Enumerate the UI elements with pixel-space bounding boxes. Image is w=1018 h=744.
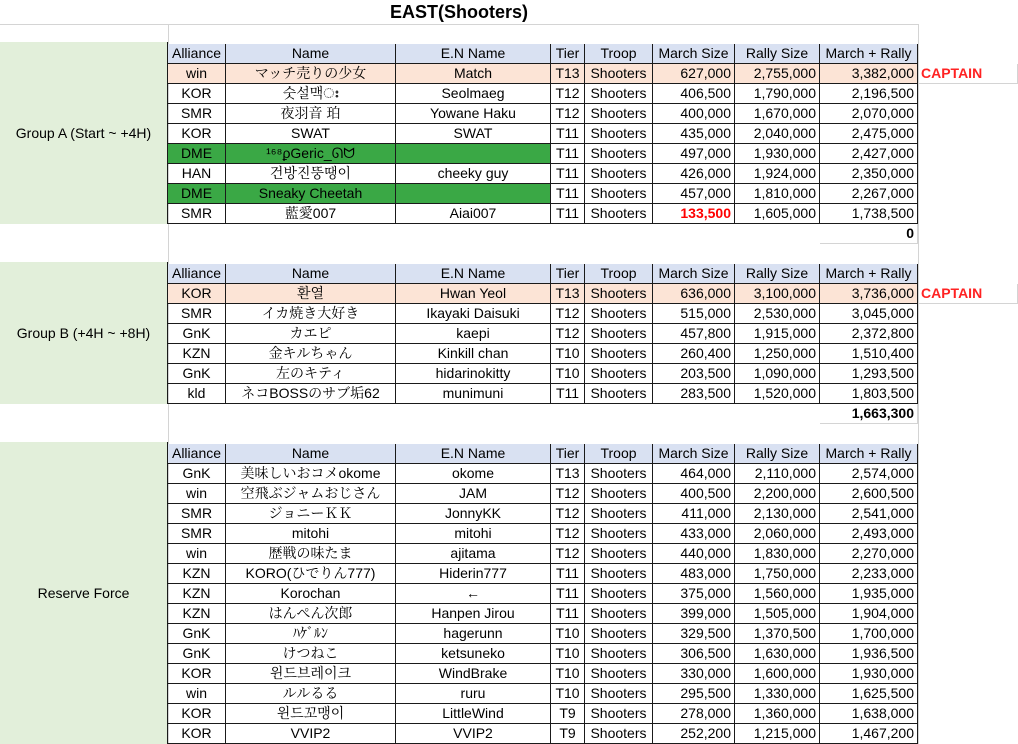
tier-cell[interactable]: T11 — [551, 384, 585, 404]
rally-size-header[interactable]: Rally Size — [735, 44, 820, 64]
en-name-cell[interactable]: cheeky guy — [396, 164, 551, 184]
troop-cell[interactable]: Shooters — [585, 524, 653, 544]
alliance-cell[interactable]: KOR — [168, 284, 226, 304]
rally-cell[interactable]: 1,370,500 — [735, 624, 820, 644]
march-cell[interactable]: 426,000 — [653, 164, 735, 184]
rally-cell[interactable]: 1,505,000 — [735, 604, 820, 624]
tier-cell[interactable]: T10 — [551, 684, 585, 704]
en-name-cell[interactable]: Aiai007 — [396, 204, 551, 224]
en-name-header[interactable]: E.N Name — [396, 444, 551, 464]
en-name-cell[interactable]: Seolmaeg — [396, 84, 551, 104]
name-cell[interactable]: 美味しいおコメokome — [226, 464, 396, 484]
group-label: Group A (Start ~ +4H) — [0, 42, 168, 224]
tier-cell[interactable]: T11 — [551, 584, 585, 604]
troop-cell[interactable]: Shooters — [585, 364, 653, 384]
tier-cell[interactable]: T10 — [551, 364, 585, 384]
en-name-cell[interactable] — [396, 184, 551, 204]
rally-size-header[interactable]: Rally Size — [735, 264, 820, 284]
total-cell[interactable]: 3,045,000 — [820, 304, 918, 324]
tier-cell[interactable]: T12 — [551, 324, 585, 344]
sum-row — [0, 404, 1018, 424]
rally-cell[interactable]: 1,360,000 — [735, 704, 820, 724]
tier-cell[interactable]: T11 — [551, 144, 585, 164]
tier-cell[interactable]: T12 — [551, 304, 585, 324]
march-cell[interactable]: 483,000 — [653, 564, 735, 584]
rally-cell[interactable]: 1,605,000 — [735, 204, 820, 224]
en-name-cell[interactable]: Hanpen Jirou — [396, 604, 551, 624]
tier-cell[interactable]: T10 — [551, 344, 585, 364]
name-cell[interactable]: ﾊｹﾞﾙﾝ — [226, 624, 396, 644]
march-cell[interactable]: 435,000 — [653, 124, 735, 144]
troop-cell[interactable]: Shooters — [585, 184, 653, 204]
tier-cell[interactable]: T12 — [551, 104, 585, 124]
total-cell[interactable]: 2,233,000 — [820, 564, 918, 584]
rally-cell[interactable]: 3,100,000 — [735, 284, 820, 304]
troop-cell[interactable]: Shooters — [585, 464, 653, 484]
rally-cell[interactable]: 1,790,000 — [735, 84, 820, 104]
alliance-cell[interactable]: KOR — [168, 704, 226, 724]
troop-cell[interactable]: Shooters — [585, 664, 653, 684]
en-name-cell[interactable]: WindBrake — [396, 664, 551, 684]
troop-header[interactable]: Troop — [585, 44, 653, 64]
troop-cell[interactable]: Shooters — [585, 144, 653, 164]
total-cell[interactable]: 2,350,000 — [820, 164, 918, 184]
march-size-header[interactable]: March Size — [653, 264, 735, 284]
rally-cell[interactable]: 2,200,000 — [735, 484, 820, 504]
tier-header[interactable]: Tier — [551, 444, 585, 464]
rally-size-header[interactable]: Rally Size — [735, 444, 820, 464]
troop-cell[interactable]: Shooters — [585, 604, 653, 624]
alliance-header[interactable]: Alliance — [168, 444, 226, 464]
total-cell[interactable]: 1,638,000 — [820, 704, 918, 724]
en-name-cell[interactable]: Kinkill chan — [396, 344, 551, 364]
name-cell[interactable]: 歴戦の味たま — [226, 544, 396, 564]
march-cell[interactable]: 260,400 — [653, 344, 735, 364]
march-cell[interactable]: 457,800 — [653, 324, 735, 344]
alliance-cell[interactable]: GnK — [168, 644, 226, 664]
name-cell[interactable]: SWAT — [226, 124, 396, 144]
en-name-cell[interactable]: ajitama — [396, 544, 551, 564]
rally-cell[interactable]: 1,090,000 — [735, 364, 820, 384]
name-cell[interactable]: イカ焼き大好き — [226, 304, 396, 324]
troop-cell[interactable]: Shooters — [585, 344, 653, 364]
group-label: Group B (+4H ~ +8H) — [0, 262, 168, 404]
en-name-cell[interactable]: hidarinokitty — [396, 364, 551, 384]
tier-cell[interactable]: T10 — [551, 644, 585, 664]
alliance-cell[interactable]: HAN — [168, 164, 226, 184]
troop-cell[interactable]: Shooters — [585, 624, 653, 644]
rally-cell[interactable]: 1,520,000 — [735, 384, 820, 404]
tier-cell[interactable]: T10 — [551, 624, 585, 644]
march-rally-header[interactable]: March + Rally — [820, 44, 918, 64]
tier-cell[interactable]: T10 — [551, 664, 585, 684]
alliance-cell[interactable]: KOR — [168, 124, 226, 144]
total-cell[interactable]: 2,541,000 — [820, 504, 918, 524]
rally-cell[interactable]: 1,810,000 — [735, 184, 820, 204]
march-cell[interactable]: 515,000 — [653, 304, 735, 324]
troop-cell[interactable]: Shooters — [585, 644, 653, 664]
rally-cell[interactable]: 2,755,000 — [735, 64, 820, 84]
alliance-cell[interactable]: SMR — [168, 104, 226, 124]
name-cell[interactable]: 左のキティ — [226, 364, 396, 384]
march-rally-header[interactable]: March + Rally — [820, 444, 918, 464]
name-cell[interactable]: Korochan — [226, 584, 396, 604]
en-name-header[interactable]: E.N Name — [396, 44, 551, 64]
tier-cell[interactable]: T11 — [551, 164, 585, 184]
total-cell[interactable]: 1,738,500 — [820, 204, 918, 224]
tier-cell[interactable]: T9 — [551, 704, 585, 724]
alliance-cell[interactable]: SMR — [168, 524, 226, 544]
rally-cell[interactable]: 1,630,000 — [735, 644, 820, 664]
name-cell[interactable]: 윈드꼬맹이 — [226, 704, 396, 724]
troop-cell[interactable]: Shooters — [585, 684, 653, 704]
total-cell[interactable]: 2,493,000 — [820, 524, 918, 544]
total-cell[interactable]: 2,600,500 — [820, 484, 918, 504]
troop-cell[interactable]: Shooters — [585, 384, 653, 404]
en-name-cell[interactable]: JonnyKK — [396, 504, 551, 524]
tier-cell[interactable]: T13 — [551, 284, 585, 304]
tier-cell[interactable]: T11 — [551, 204, 585, 224]
name-cell[interactable]: カエピ — [226, 324, 396, 344]
name-cell[interactable]: 空飛ぶジャムおじさん — [226, 484, 396, 504]
troop-cell[interactable]: Shooters — [585, 544, 653, 564]
en-name-cell[interactable]: ruru — [396, 684, 551, 704]
tier-cell[interactable]: T11 — [551, 124, 585, 144]
name-cell[interactable]: 환열 — [226, 284, 396, 304]
march-cell[interactable]: 411,000 — [653, 504, 735, 524]
alliance-cell[interactable]: KZN — [168, 564, 226, 584]
alliance-cell[interactable]: KZN — [168, 344, 226, 364]
rally-cell[interactable]: 2,530,000 — [735, 304, 820, 324]
alliance-cell[interactable]: KZN — [168, 584, 226, 604]
sum-row — [0, 224, 1018, 244]
rally-cell[interactable]: 2,040,000 — [735, 124, 820, 144]
alliance-cell[interactable]: win — [168, 544, 226, 564]
alliance-cell[interactable]: win — [168, 684, 226, 704]
troop-header[interactable]: Troop — [585, 264, 653, 284]
name-cell[interactable]: ジョニーＫＫ — [226, 504, 396, 524]
march-cell[interactable]: 400,500 — [653, 484, 735, 504]
alliance-cell[interactable]: SMR — [168, 304, 226, 324]
alliance-cell[interactable]: KOR — [168, 664, 226, 684]
en-name-cell[interactable]: VVIP2 — [396, 724, 551, 744]
total-cell[interactable]: 1,625,500 — [820, 684, 918, 704]
march-cell[interactable]: 457,000 — [653, 184, 735, 204]
total-cell[interactable]: 1,510,400 — [820, 344, 918, 364]
total-cell[interactable]: 2,427,000 — [820, 144, 918, 164]
rally-cell[interactable]: 1,915,000 — [735, 324, 820, 344]
en-name-cell[interactable]: okome — [396, 464, 551, 484]
name-cell[interactable]: 숫설맥ഃ — [226, 84, 396, 104]
name-cell[interactable]: KORO(ひでりん777) — [226, 564, 396, 584]
en-name-cell[interactable]: ← — [396, 584, 551, 604]
march-cell[interactable]: 203,500 — [653, 364, 735, 384]
rally-cell[interactable]: 1,750,000 — [735, 564, 820, 584]
tier-header[interactable]: Tier — [551, 44, 585, 64]
alliance-cell[interactable]: KZN — [168, 604, 226, 624]
total-cell[interactable]: 3,736,000 — [820, 284, 918, 304]
total-cell[interactable]: 2,574,000 — [820, 464, 918, 484]
total-cell[interactable]: 2,267,000 — [820, 184, 918, 204]
tier-cell[interactable]: T11 — [551, 184, 585, 204]
name-cell[interactable]: はんぺん次郎 — [226, 604, 396, 624]
troop-cell[interactable]: Shooters — [585, 304, 653, 324]
en-name-cell[interactable]: hagerunn — [396, 624, 551, 644]
en-name-cell[interactable]: JAM — [396, 484, 551, 504]
march-cell[interactable]: 627,000 — [653, 64, 735, 84]
name-cell[interactable]: Sneaky Cheetah — [226, 184, 396, 204]
rally-cell[interactable]: 1,930,000 — [735, 144, 820, 164]
tier-cell[interactable]: T11 — [551, 564, 585, 584]
tier-cell[interactable]: T13 — [551, 464, 585, 484]
name-cell[interactable]: VVIP2 — [226, 724, 396, 744]
troop-cell[interactable]: Shooters — [585, 704, 653, 724]
name-cell[interactable]: mitohi — [226, 524, 396, 544]
tier-cell[interactable]: T12 — [551, 524, 585, 544]
alliance-cell[interactable]: GnK — [168, 324, 226, 344]
name-cell[interactable]: 藍愛007 — [226, 204, 396, 224]
troop-cell[interactable]: Shooters — [585, 584, 653, 604]
total-cell[interactable]: 2,070,000 — [820, 104, 918, 124]
total-cell[interactable]: 2,372,800 — [820, 324, 918, 344]
troop-cell[interactable]: Shooters — [585, 204, 653, 224]
name-header[interactable]: Name — [226, 44, 396, 64]
march-cell[interactable]: 306,500 — [653, 644, 735, 664]
group-sum-value[interactable]: 0 — [820, 224, 918, 244]
en-name-cell[interactable]: Ikayaki Daisuki — [396, 304, 551, 324]
march-cell[interactable]: 252,200 — [653, 724, 735, 744]
name-cell[interactable]: ネコBOSSのサブ垢62 — [226, 384, 396, 404]
rally-cell[interactable]: 2,130,000 — [735, 504, 820, 524]
en-name-cell[interactable] — [396, 144, 551, 164]
alliance-cell[interactable]: DME — [168, 184, 226, 204]
name-cell[interactable]: ¹⁶⁸ϼGeric_ᘏᗢ — [226, 144, 396, 164]
troop-cell[interactable]: Shooters — [585, 484, 653, 504]
alliance-cell[interactable]: SMR — [168, 204, 226, 224]
total-cell[interactable]: 2,475,000 — [820, 124, 918, 144]
rally-cell[interactable]: 1,215,000 — [735, 724, 820, 744]
march-cell[interactable]: 497,000 — [653, 144, 735, 164]
total-cell[interactable]: 1,700,000 — [820, 624, 918, 644]
total-cell[interactable]: 1,930,000 — [820, 664, 918, 684]
name-cell[interactable]: 윈드브레이크 — [226, 664, 396, 684]
rally-cell[interactable]: 2,110,000 — [735, 464, 820, 484]
total-cell[interactable]: 1,803,500 — [820, 384, 918, 404]
march-cell[interactable]: 295,500 — [653, 684, 735, 704]
group-label: Reserve Force — [0, 442, 168, 744]
troop-cell[interactable]: Shooters — [585, 724, 653, 744]
march-cell[interactable]: 399,000 — [653, 604, 735, 624]
en-name-cell[interactable]: munimuni — [396, 384, 551, 404]
name-cell[interactable]: 夜羽音 珀 — [226, 104, 396, 124]
en-name-header[interactable]: E.N Name — [396, 264, 551, 284]
alliance-cell[interactable]: win — [168, 64, 226, 84]
troop-cell[interactable]: Shooters — [585, 564, 653, 584]
total-cell[interactable]: 1,935,000 — [820, 584, 918, 604]
captain-label: CAPTAIN — [918, 284, 1018, 304]
troop-cell[interactable]: Shooters — [585, 164, 653, 184]
troop-cell[interactable]: Shooters — [585, 284, 653, 304]
rally-cell[interactable]: 1,330,000 — [735, 684, 820, 704]
march-cell[interactable]: 636,000 — [653, 284, 735, 304]
march-cell[interactable]: 283,500 — [653, 384, 735, 404]
total-cell[interactable]: 1,936,500 — [820, 644, 918, 664]
rally-cell[interactable]: 1,670,000 — [735, 104, 820, 124]
alliance-cell[interactable]: kld — [168, 384, 226, 404]
en-name-cell[interactable]: LittleWind — [396, 704, 551, 724]
alliance-cell[interactable]: KOR — [168, 84, 226, 104]
tier-cell[interactable]: T12 — [551, 544, 585, 564]
march-cell[interactable]: 278,000 — [653, 704, 735, 724]
march-rally-header[interactable]: March + Rally — [820, 264, 918, 284]
name-cell[interactable]: 건방진뚱땡이 — [226, 164, 396, 184]
en-name-cell[interactable]: Match — [396, 64, 551, 84]
total-cell[interactable]: 2,196,500 — [820, 84, 918, 104]
total-cell[interactable]: 3,382,000 — [820, 64, 918, 84]
troop-cell[interactable]: Shooters — [585, 124, 653, 144]
tier-cell[interactable]: T12 — [551, 504, 585, 524]
march-size-header[interactable]: March Size — [653, 444, 735, 464]
rally-cell[interactable]: 1,600,000 — [735, 664, 820, 684]
march-size-header[interactable]: March Size — [653, 44, 735, 64]
en-name-cell[interactable]: mitohi — [396, 524, 551, 544]
rally-cell[interactable]: 1,830,000 — [735, 544, 820, 564]
troop-cell[interactable]: Shooters — [585, 324, 653, 344]
troop-cell[interactable]: Shooters — [585, 104, 653, 124]
total-cell[interactable]: 1,467,200 — [820, 724, 918, 744]
alliance-cell[interactable]: GnK — [168, 464, 226, 484]
total-cell[interactable]: 1,904,000 — [820, 604, 918, 624]
name-cell[interactable]: けつねこ — [226, 644, 396, 664]
march-cell[interactable]: 329,500 — [653, 624, 735, 644]
alliance-cell[interactable]: KOR — [168, 724, 226, 744]
en-name-cell[interactable]: kaepi — [396, 324, 551, 344]
group-sum-value[interactable]: 1,663,300 — [820, 404, 918, 424]
rally-cell[interactable]: 1,560,000 — [735, 584, 820, 604]
alliance-cell[interactable]: GnK — [168, 624, 226, 644]
alliance-header[interactable]: Alliance — [168, 44, 226, 64]
march-cell[interactable]: 464,000 — [653, 464, 735, 484]
en-name-cell[interactable]: SWAT — [396, 124, 551, 144]
rally-cell[interactable]: 1,924,000 — [735, 164, 820, 184]
march-cell[interactable]: 400,000 — [653, 104, 735, 124]
alliance-cell[interactable]: DME — [168, 144, 226, 164]
en-name-cell[interactable]: Yowane Haku — [396, 104, 551, 124]
name-cell[interactable]: 金キルちゃん — [226, 344, 396, 364]
troop-cell[interactable]: Shooters — [585, 64, 653, 84]
troop-cell[interactable]: Shooters — [585, 84, 653, 104]
alliance-cell[interactable]: SMR — [168, 504, 226, 524]
en-name-cell[interactable]: ketsuneko — [396, 644, 551, 664]
name-cell[interactable]: マッチ売りの少女 — [226, 64, 396, 84]
march-cell[interactable]: 375,000 — [653, 584, 735, 604]
alliance-cell[interactable]: win — [168, 484, 226, 504]
march-cell[interactable]: 330,000 — [653, 664, 735, 684]
march-cell[interactable]: 440,000 — [653, 544, 735, 564]
tier-cell[interactable]: T11 — [551, 604, 585, 624]
captain-label: CAPTAIN — [918, 64, 1018, 84]
march-cell[interactable]: 406,500 — [653, 84, 735, 104]
en-name-cell[interactable]: Hwan Yeol — [396, 284, 551, 304]
troop-header[interactable]: Troop — [585, 444, 653, 464]
alliance-header[interactable]: Alliance — [168, 264, 226, 284]
tier-cell[interactable]: T9 — [551, 724, 585, 744]
tier-header[interactable]: Tier — [551, 264, 585, 284]
march-cell[interactable]: 133,500 — [653, 204, 735, 224]
name-cell[interactable]: ルルるる — [226, 684, 396, 704]
rally-cell[interactable]: 1,250,000 — [735, 344, 820, 364]
tier-cell[interactable]: T12 — [551, 484, 585, 504]
march-cell[interactable]: 433,000 — [653, 524, 735, 544]
name-header[interactable]: Name — [226, 264, 396, 284]
sheet-title: EAST(Shooters) — [0, 0, 918, 25]
total-cell[interactable]: 1,293,500 — [820, 364, 918, 384]
total-cell[interactable]: 2,270,000 — [820, 544, 918, 564]
troop-cell[interactable]: Shooters — [585, 504, 653, 524]
tier-cell[interactable]: T12 — [551, 84, 585, 104]
en-name-cell[interactable]: Hiderin777 — [396, 564, 551, 584]
rally-cell[interactable]: 2,060,000 — [735, 524, 820, 544]
name-header[interactable]: Name — [226, 444, 396, 464]
alliance-cell[interactable]: GnK — [168, 364, 226, 384]
tier-cell[interactable]: T13 — [551, 64, 585, 84]
